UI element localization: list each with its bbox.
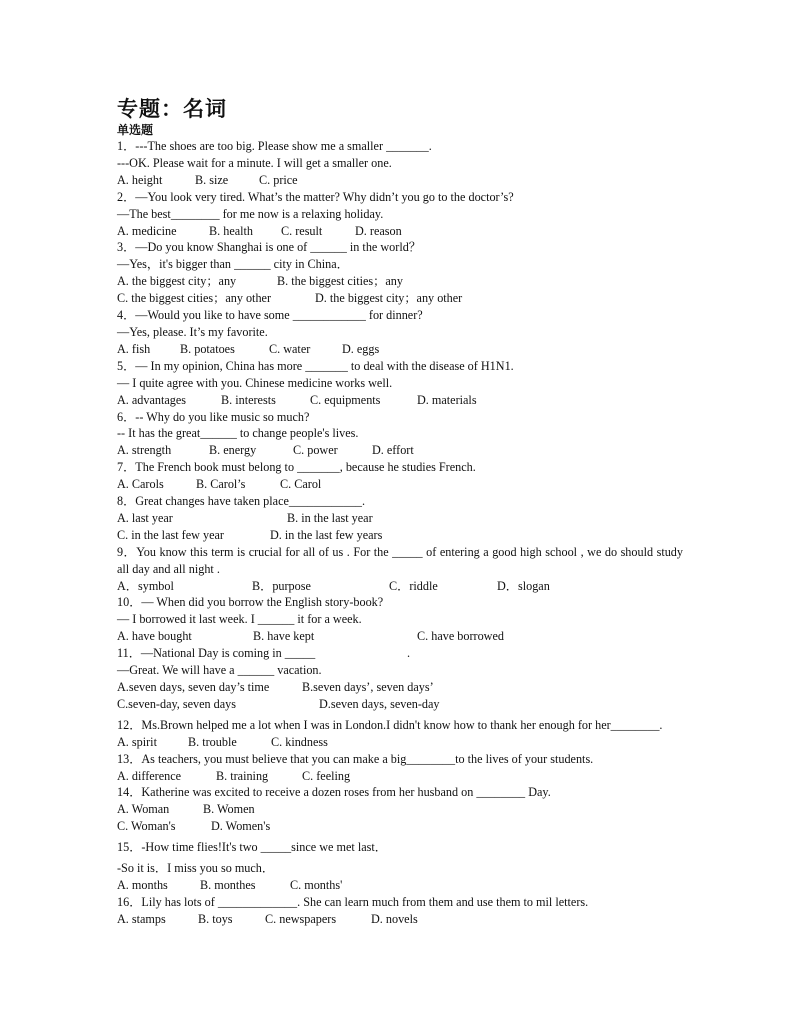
option-d: D. in the last few years	[270, 527, 383, 542]
question-4-options	[117, 341, 683, 358]
option-d: D.seven days, seven-day	[319, 696, 440, 711]
option-a: A. difference	[117, 768, 182, 783]
option-a: A.seven days, seven day’s time	[117, 680, 270, 694]
question-3-options-row-1	[117, 273, 683, 290]
option-b: B. training	[216, 768, 269, 783]
option-b: B. toys	[198, 911, 233, 926]
question-13-options	[117, 768, 683, 785]
option-c: C. equipments	[310, 392, 381, 407]
question-9-text: 9．You know this term is crucial for all of us . For the _____ of entering a good high school , we do should study all day and all night .	[117, 544, 683, 576]
question-10-line-2: — I borrowed it last week. I ______ it for a week.	[117, 612, 362, 627]
question-14-options-row-2	[117, 818, 683, 835]
question-11-period: .	[407, 646, 411, 661]
option-c: C. feeling	[302, 768, 351, 783]
option-a: A. the biggest city；any	[117, 274, 237, 289]
question-12-text: 12．Ms.Brown helped me a lot when I was in London.I didn't know how to thank her enough for her________.	[117, 717, 663, 732]
option-d: D. reason	[355, 223, 402, 238]
option-d: D. effort	[372, 443, 414, 458]
option-c: C. have borrowed	[417, 629, 504, 644]
question-1-line-2: ---OK. Please wait for a minute. I will get a smaller one.	[117, 155, 392, 170]
option-a: A. last year	[117, 510, 173, 525]
question-1-line-1: 1．---The shoes are too big. Please show me a smaller _______.	[117, 139, 432, 153]
option-a: A. advantages	[117, 392, 187, 407]
page-title: 专题：名词	[117, 97, 227, 121]
question-6-options	[117, 442, 683, 459]
question-8-line-1: 8．Great changes have taken place____________.	[117, 494, 366, 509]
option-c: C. in the last few year	[117, 527, 224, 542]
question-14-options-row-1	[117, 801, 683, 818]
option-c: C. kindness	[271, 734, 328, 749]
option-c: C. months'	[290, 877, 343, 892]
question-4-line-2: —Yes, please. It’s my favorite.	[117, 324, 268, 339]
option-a: A. fish	[117, 341, 151, 356]
option-d: D. Women's	[211, 819, 271, 834]
section-heading: 单选题	[117, 123, 154, 137]
question-11-options-row-1	[117, 679, 683, 696]
question-4-line-1: 4．—Would you like to have some ____________ for dinner?	[117, 308, 423, 323]
question-11-stem: 11．—National Day is coming in _____	[117, 646, 316, 661]
option-b: B. Carol’s	[196, 477, 246, 492]
question-10-line-1: 10．— When did you borrow the English story-book?	[117, 595, 384, 610]
question-1-options	[117, 172, 683, 189]
option-d: D. eggs	[342, 341, 380, 356]
option-b: B. monthes	[200, 877, 256, 892]
option-c: C.seven-day, seven days	[117, 696, 237, 711]
question-7-line-1: 7．The French book must belong to _______, because he studies French.	[117, 460, 476, 475]
question-11-line-1	[117, 645, 683, 662]
question-16-line-1: 16．Lily has lots of _____________. She can learn much from them and use them to mil letters.	[117, 894, 589, 909]
question-16-options	[117, 911, 683, 928]
question-5-line-2: — I quite agree with you. Chinese medicine works well.	[117, 375, 393, 390]
option-a: A．symbol	[117, 578, 174, 593]
option-c: C. newspapers	[265, 911, 337, 926]
question-5-options	[117, 392, 683, 409]
question-13-line-1: 13．As teachers, you must believe that you can make a big________to the lives of your students.	[117, 751, 594, 766]
option-a: A. have bought	[117, 629, 192, 644]
option-c: C. Woman's	[117, 819, 176, 834]
option-b: B. energy	[209, 443, 257, 458]
option-d: D．slogan	[497, 578, 550, 593]
option-a: A. months	[117, 877, 168, 892]
question-11-line-2: —Great. We will have a ______ vacation.	[117, 663, 322, 678]
question-2-options	[117, 223, 683, 240]
question-8-options-row-2	[117, 527, 683, 544]
question-14-line-1: 14．Katherine was excited to receive a dozen roses from her husband on ________ Day.	[117, 785, 551, 800]
option-b: B.seven days’, seven days’	[302, 680, 434, 694]
option-b: B. trouble	[188, 734, 237, 749]
question-3-line-1: 3．—Do you know Shanghai is one of ______ in the world？	[117, 240, 421, 255]
question-15-options	[117, 877, 683, 894]
option-a: A. medicine	[117, 223, 177, 238]
question-5-line-1: 5．— In my opinion, China has more _______ to deal with the disease of H1N1.	[117, 358, 514, 373]
option-b: B. have kept	[253, 629, 315, 644]
option-a: A. stamps	[117, 911, 166, 926]
option-d: D. materials	[417, 392, 477, 407]
option-a: A. height	[117, 172, 163, 187]
question-8-options-row-1	[117, 510, 683, 527]
option-b: B. health	[209, 223, 254, 238]
option-c: C. the biggest cities；any other	[117, 291, 272, 306]
option-b: B. potatoes	[180, 341, 235, 356]
question-9-options	[117, 578, 683, 595]
option-b: B. interests	[221, 392, 276, 407]
option-a: A. spirit	[117, 734, 157, 749]
question-11-options-row-2	[117, 696, 683, 713]
option-a: A. Carols	[117, 477, 164, 492]
question-2-line-2: —The best________ for me now is a relaxing holiday.	[117, 206, 384, 221]
question-12-options	[117, 734, 683, 751]
option-c: C. water	[269, 341, 311, 356]
option-d: D. novels	[371, 911, 418, 926]
option-c: C. result	[281, 223, 323, 238]
option-b: B. Women	[203, 802, 255, 817]
option-b: B. in the last year	[287, 510, 373, 525]
option-b: B. size	[195, 172, 229, 187]
question-15-line-1: 15．-How time flies!It's two _____since we met last．	[117, 840, 387, 855]
worksheet-page	[117, 96, 683, 928]
question-3-options-row-2	[117, 290, 683, 307]
option-a: A. Woman	[117, 802, 170, 817]
question-7-options	[117, 476, 683, 493]
option-a: A. strength	[117, 443, 172, 458]
option-c: C．riddle	[389, 578, 438, 593]
question-3-line-2: —Yes，it's bigger than ______ city in China．	[117, 257, 349, 272]
option-d: D. the biggest city；any other	[315, 291, 463, 306]
question-6-line-1: 6．-- Why do you like music so much?	[117, 409, 310, 424]
question-6-line-2: -- It has the great______ to change people's lives.	[117, 426, 359, 441]
question-2-line-1: 2．—You look very tired. What’s the matter? Why didn’t you go to the doctor’s?	[117, 189, 514, 204]
question-10-options	[117, 628, 683, 645]
question-15-line-2: -So it is．I miss you so much．	[117, 861, 275, 876]
option-c: C. Carol	[280, 477, 322, 492]
option-c: C. power	[293, 443, 338, 458]
option-c: C. price	[259, 172, 298, 187]
option-b: B．purpose	[252, 578, 311, 593]
option-b: B. the biggest cities；any	[277, 274, 403, 289]
